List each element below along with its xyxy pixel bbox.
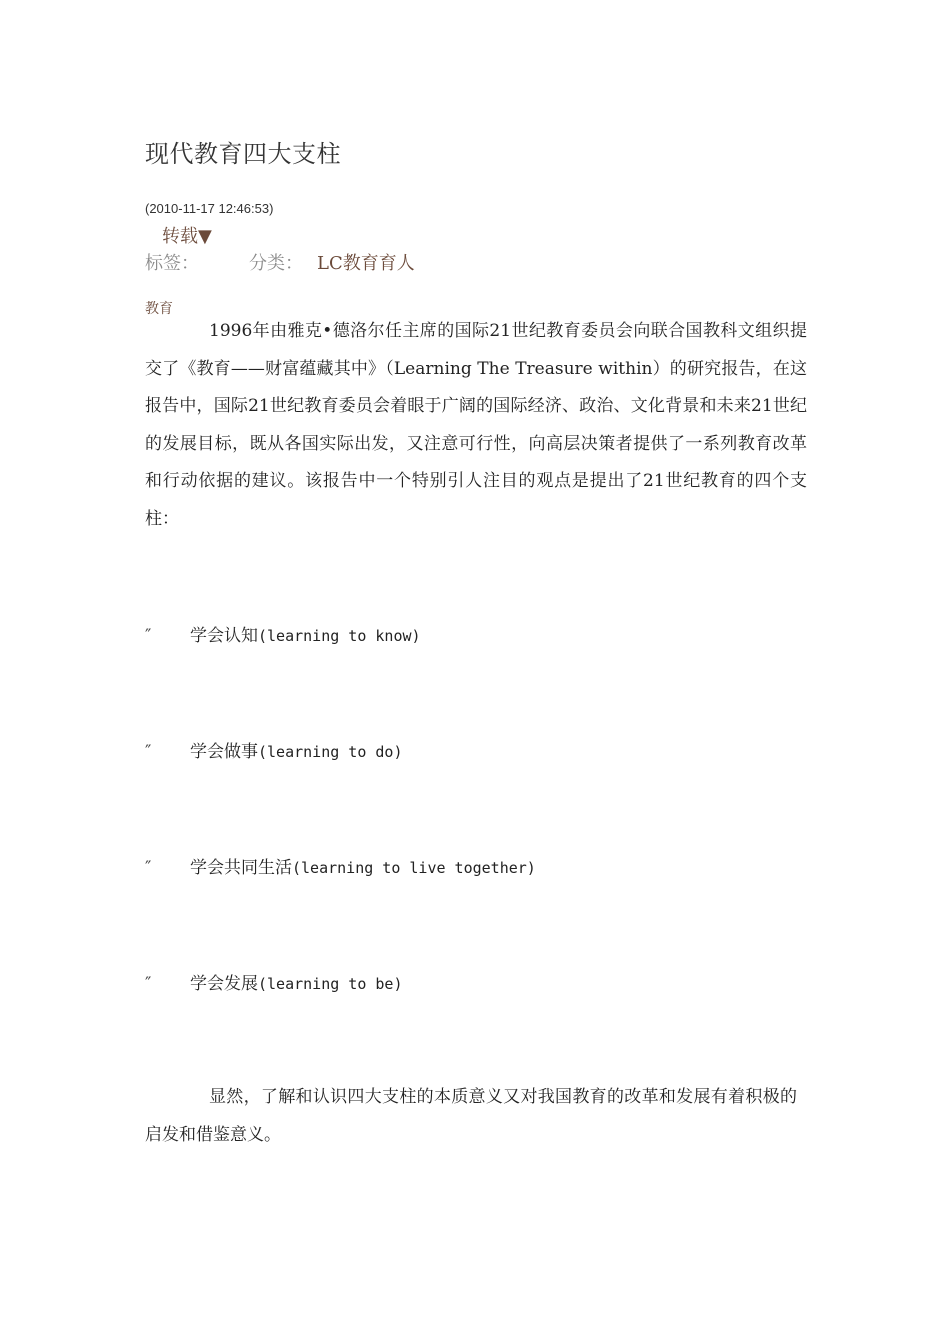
pillar-cn: 学会共同生活 — [190, 858, 292, 878]
pillar-en: (learning to know) — [258, 627, 421, 645]
pillar-cn: 学会发展 — [190, 974, 258, 994]
pillar-item-know — [145, 621, 805, 646]
pillar-en: (learning to live together) — [292, 859, 536, 877]
pillar-bullet: ″ — [145, 974, 152, 994]
intro-paragraph: 1996年由雅克•德洛尔任主席的国际21世纪教育委员会向联合国教科文组织提交了《教育——财富蕴藏其中》（Learning The Treasure within）的研究报告，在这报告中，国际21世纪教育委员会着眼于广阔的国际经济、政治、文化背景和未来21世纪的发展目标，既从各国实际出发，又注意可行性，向高层决策者提供了一系列教育改革和行动依据的建议。该报告中一个特别引人注目的观点是提出了21世纪教育的四个支柱： — [145, 321, 807, 529]
tag-link[interactable]: 教育 — [145, 301, 173, 317]
pillar-bullet: ″ — [145, 626, 152, 646]
conclusion-paragraph: 显然，了解和认识四大支柱的本质意义又对我国教育的改革和发展有着积极的启发和借鉴意义。 — [145, 1087, 797, 1145]
pillar-bullet: ″ — [145, 858, 152, 878]
article-meta — [145, 249, 415, 275]
pillar-bullet: ″ — [145, 742, 152, 762]
post-timestamp: (2010-11-17 12:46:53) — [145, 201, 274, 216]
pillar-en: (learning to do) — [258, 743, 403, 761]
pillar-item-live-together — [145, 853, 805, 878]
pillar-cn: 学会做事 — [190, 742, 258, 762]
article-title: 现代教育四大支柱 — [145, 140, 341, 168]
category-link[interactable]: LC教育育人 — [317, 253, 415, 274]
pillar-cn: 学会认知 — [190, 626, 258, 646]
pillar-item-do — [145, 737, 805, 762]
category-label: 分类： — [249, 253, 303, 274]
tags-label: 标签： — [145, 253, 199, 274]
pillar-item-be — [145, 969, 805, 994]
repost-dropdown[interactable]: 转载▼ — [162, 226, 212, 247]
pillar-en: (learning to be) — [258, 975, 403, 993]
